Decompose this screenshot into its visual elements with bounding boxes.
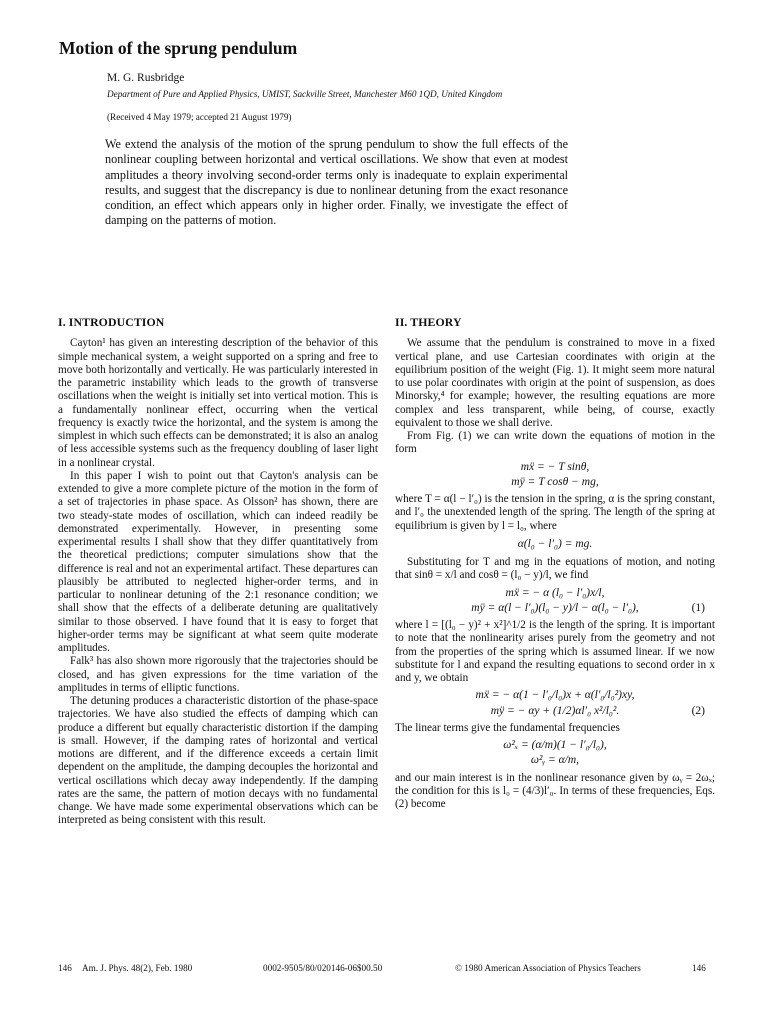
received-dates: (Received 4 May 1979; accepted 21 August 1979): [107, 112, 292, 122]
intro-paragraph-2: In this paper I wish to point out that Cayton's analysis can be extended to give a more complete picture of the motion in the form of a set of trajectories in phase space. As Olsson² has shown, there are two steady-state modes of oscillation, which can indeed readily be demonstrated experimentally. However, in presenting some experimental results I shall show that they differ quantitatively from the theoretical predictions; computer simulations show that the difference is real and not an experimental artifact. These departures can plausibly be attributed to neglected higher-order terms, and in particular to nonlinear detuning of the 2:1 resonance condition; we shall show that the effects of a deliberate detuning are qualitatively similar to those observed. I have found that it is easy to forget that higher-order terms may be significant at what seem quite moderate amplitudes.: [58, 469, 378, 654]
theory-paragraph-5: where l = [(l₀ − y)² + x²]^1/2 is the length of the spring. It is important to note that the nonlinearity arises purely from the geometry and not from the properties of the spring which is assumed linear. If we now substitute for l and expand the resulting equations to second order in x and y, we obtain: [395, 619, 715, 684]
right-column: [395, 316, 715, 811]
theory-paragraph-1: We assume that the pendulum is constrained to move in a fixed vertical plane, and use Cartesian coordinates with origin at the equilibrium position of the weight (Fig. 1). It might seem more natural to use polar coordinates with origin at the point of suspension, as does Minorsky,⁴ for example; however, the resulting equations are more complex and less transparent, while being, of course, exactly equivalent to those we shall derive.: [395, 337, 715, 429]
equation: mẍ = − T sinθ,: [520, 460, 590, 473]
section-heading-theory: II. THEORY: [395, 315, 462, 329]
author-name: M. G. Rusbridge: [107, 72, 185, 84]
page-number-right: 146: [692, 963, 706, 973]
copyright-notice: © 1980 American Association of Physics Teachers: [455, 963, 641, 973]
theory-paragraph-2: From Fig. (1) we can write down the equations of motion in the form: [395, 430, 715, 456]
abstract: We extend the analysis of the motion of the sprung pendulum to show the full effects of the nonlinear coupling between horizontal and vertical oscillations. We show that even at modest amplitudes a theory involving second-order terms only is inadequate to explain experimental results, and suggest that the discrepancy is due to nonlinear detuning from the exact resonance condition, an effect which appears only in higher order. Finally, we investigate the effect of damping on the patterns of motion.: [105, 137, 568, 228]
article-code: 0002-9505/80/020146-06$00.50: [263, 963, 383, 973]
intro-paragraph-1: Cayton¹ has given an interesting description of the behavior of this simple mechanical system, a weight supported on a spring and free to move both horizontally and vertically. He was particularly interested in the parametric instability which leads to the growth of transverse oscillations when the weight is initially set into vertical motion. This is a fundamentally nonlinear effect, occurring when the vertical frequency is exactly twice the horizontal, and the system is among the simplest in which such effects can be demonstrated; it is also an analog of less accessible systems such as the frequency doubling of laser light in a nonlinear crystal.: [58, 337, 378, 469]
equation-body: mÿ = α(l − l′₀)(l₀ − y)/l − α(l₀ − l′₀),: [471, 601, 639, 614]
equation-number: (2): [691, 704, 705, 717]
equation-body: mÿ = − αy + (1/2)αl′₀ x²/l₀².: [490, 704, 620, 717]
equation: ω²ᵧ = α/m,: [530, 754, 580, 767]
equation-group-frequencies: [395, 739, 715, 768]
equation-numbered: [395, 705, 715, 718]
author-affiliation: Department of Pure and Applied Physics, UMIST, Sackville Street, Manchester M60 1QD, United Kingdom: [107, 89, 503, 99]
left-column: [58, 316, 378, 828]
theory-paragraph-7: and our main interest is in the nonlinear resonance given by ωᵧ = 2ωₓ; the condition for this is l₀ = (4/3)l′₀. In terms of these frequencies, Eqs. (2) become: [395, 771, 715, 810]
theory-paragraph-4: Substituting for T and mg in the equations of motion, and noting that sinθ = x/l and cosθ = (l₀ − y)/l, we find: [395, 556, 715, 582]
equation-numbered: [395, 602, 715, 615]
paper-title: Motion of the sprung pendulum: [59, 38, 298, 58]
equation: ω²ₓ = (α/m)(1 − l′₀/l₀),: [503, 739, 607, 751]
intro-paragraph-4: The detuning produces a characteristic distortion of the phase-space trajectories. We have also studied the effects of damping which can produce a different but equally characteristic distortion if the damping is small. However, if the damping rates of horizontal and vertical motions are different, and if the difference exceeds a certain limit dependent on the amplitude, the damping decouples the horizontal and vertical oscillations which decay away independently. If the damping rates are the same, the pattern of motion decays with no fundamental change. We have made some experimental observations which can be interpreted as being consistent with this result.: [58, 695, 378, 827]
equation: mẍ = − α(1 − l′₀/l₀)x + α(l′₀/l₀²)xy,: [475, 689, 635, 702]
theory-paragraph-3: where T = α(l − l′₀) is the tension in the spring, α is the spring constant, and l′₀ the unextended length of the spring. The length of the spring at equilibrium is given by l = l₀, where: [395, 493, 715, 532]
theory-paragraph-6: The linear terms give the fundamental frequencies: [395, 721, 620, 734]
intro-paragraph-3: Falk³ has also shown more rigorously that the trajectories should be closed, and has given expressions for the time variation of the amplitudes in terms of elliptic functions.: [58, 655, 378, 694]
equation: mÿ = T cosθ − mg,: [511, 475, 599, 488]
equation: mẍ = − α (l₀ − l′₀)x/l,: [505, 586, 605, 599]
equation-number: (1): [691, 601, 705, 614]
equation-group-1: [395, 587, 715, 616]
equation: α(l₀ − l′₀) = mg.: [517, 537, 593, 550]
equation-group-motion: [395, 461, 715, 490]
section-heading-introduction: I. INTRODUCTION: [58, 315, 165, 329]
equation-group-2: [395, 689, 715, 718]
journal-citation: Am. J. Phys. 48(2), Feb. 1980: [82, 963, 193, 973]
page-number-left: 146: [58, 963, 72, 973]
